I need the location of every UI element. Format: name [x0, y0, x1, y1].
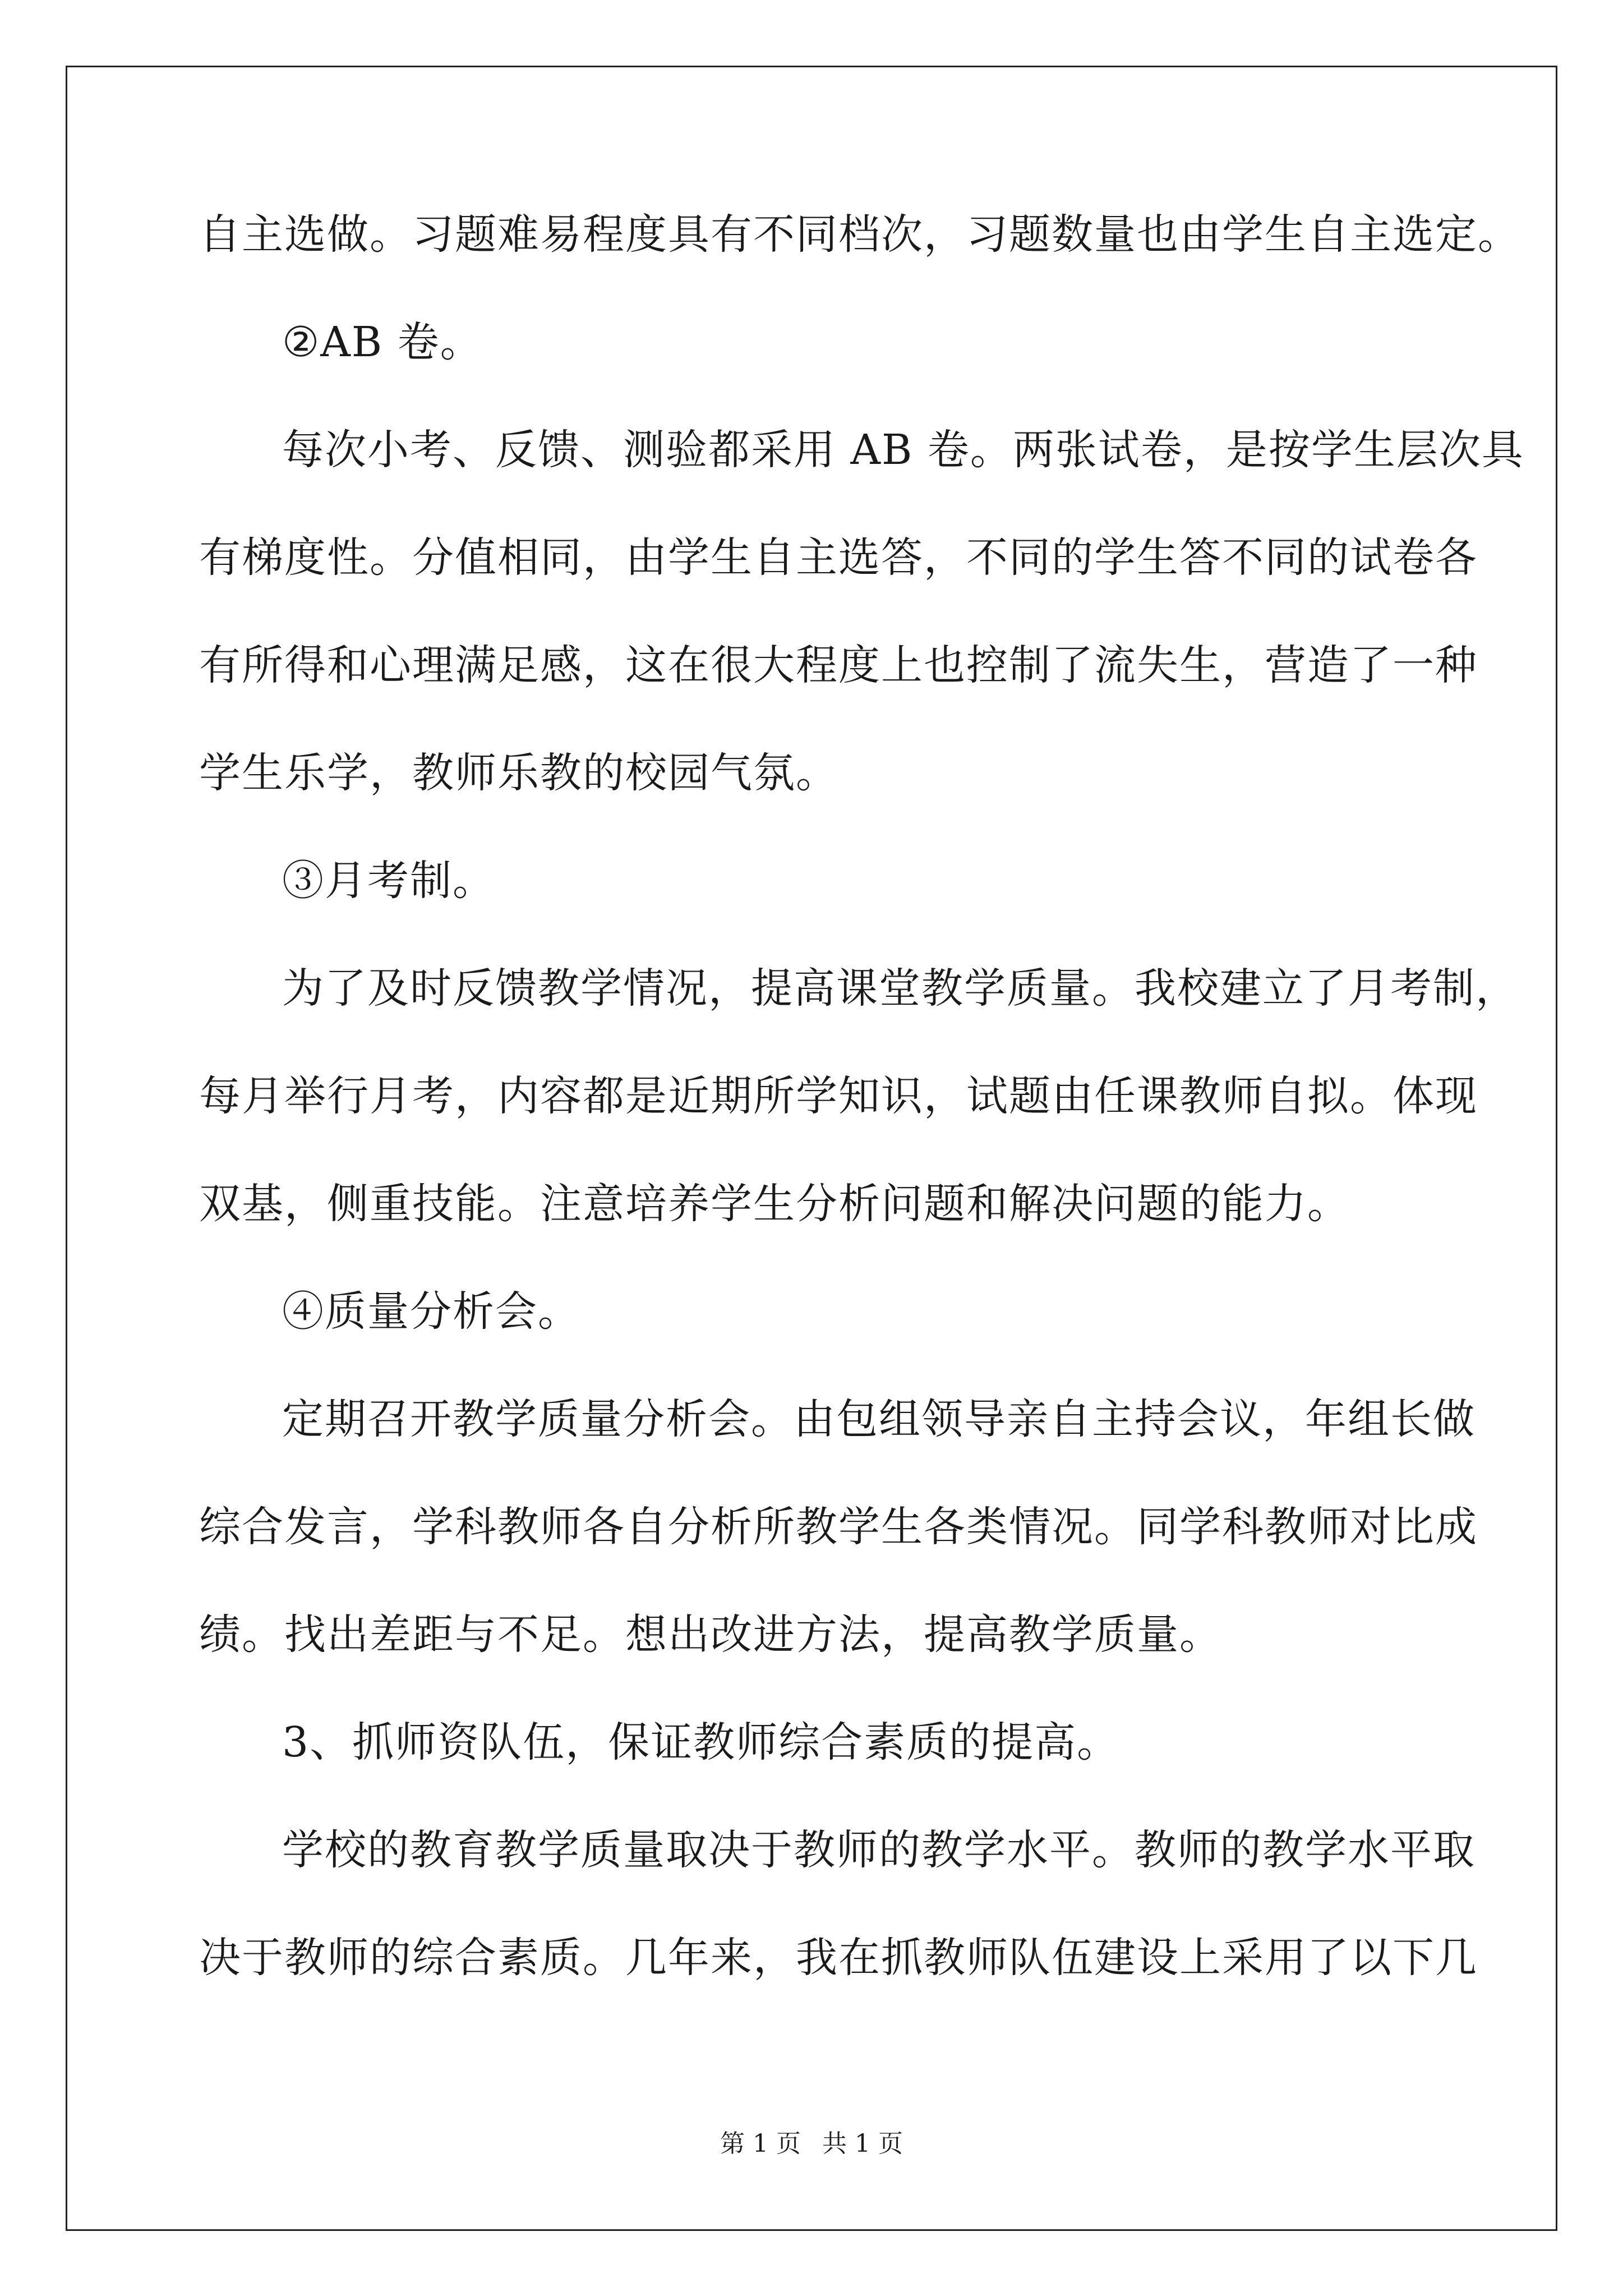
text-line: 有梯度性。分值相同，由学生自主选答，不同的学生答不同的试卷各: [199, 533, 1478, 582]
text-line: 每次小考、反馈、测验都采用 AB 卷。两张试卷，是按学生层次具: [282, 426, 1524, 474]
text-line: 双基，侧重技能。注意培养学生分析问题和解决问题的能力。: [199, 1180, 1350, 1228]
text-line: 综合发言，学科教师各自分析所教学生各类情况。同学科教师对比成: [199, 1503, 1478, 1551]
page-footer: [0, 2127, 1623, 2161]
text-line: 定期召开教学质量分析会。由包组领导亲自主持会议，年组长做: [282, 1395, 1476, 1443]
document-body: [199, 208, 1524, 2039]
page-total: 共 1 页: [822, 2129, 903, 2158]
text-line: 绩。找出差距与不足。想出改进方法，提高教学质量。: [199, 1611, 1222, 1659]
text-line: 决于教师的综合素质。几年来，我在抓教师队伍建设上采用了以下几: [199, 1934, 1478, 1982]
text-line: 3、抓师资队伍，保证教师综合素质的提高。: [282, 1718, 1120, 1766]
text-line: 学校的教育教学质量取决于教师的教学水平。教师的教学水平取: [282, 1826, 1476, 1874]
text-line: 为了及时反馈教学情况，提高课堂教学质量。我校建立了月考制，: [282, 964, 1518, 1013]
text-line: ②AB 卷。: [282, 318, 483, 366]
text-line: ④质量分析会。: [282, 1287, 580, 1336]
text-line: 有所得和心理满足感，这在很大程度上也控制了流失生，营造了一种: [199, 641, 1478, 689]
text-line: 学生乐学，教师乐教的校园气氛。: [199, 749, 838, 797]
text-line: 自主选做。习题难易程度具有不同档次，习题数量也由学生自主选定。: [199, 210, 1520, 259]
text-line: ③月考制。: [282, 857, 495, 905]
text-line: 每月举行月考，内容都是近期所学知识，试题由任课教师自拟。体现: [199, 1072, 1478, 1120]
page-number: 第 1 页: [720, 2129, 801, 2158]
